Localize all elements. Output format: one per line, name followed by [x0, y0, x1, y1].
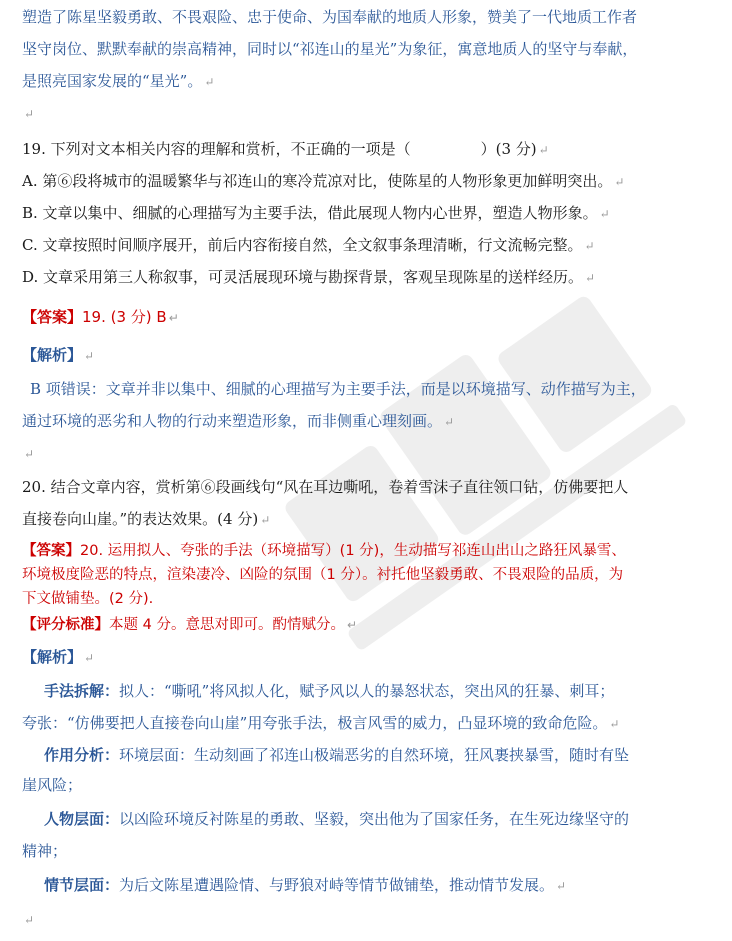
- q20-answer-line-1: 【答案】20. 运用拟人、夸张的手法（环境描写）(1 分)，生动描写祁连山出山之路狂风暴雪、: [22, 543, 626, 559]
- paragraph-mark: ↵: [24, 107, 35, 121]
- q20-stem-line-2: 直接卷向山崖。”的表达效果。(4 分) ↵: [22, 510, 271, 528]
- q19-analysis-line-1: B 项错误：文章并非以集中、细腻的心理描写为主要手法，而是以环境描写、动作描写为主，: [30, 380, 646, 398]
- q20-analysis-line-4: 崖风险；: [22, 776, 83, 794]
- q20-analysis-line-3: 作用分析：环境层面：生动刻画了祁连山极端恶劣的自然环境，狂风裹挟暴雪，随时有坠: [44, 746, 630, 764]
- q20-analysis-tag: 【解析】 ↵: [22, 648, 95, 666]
- empty-line: ↵: [24, 913, 35, 927]
- empty-line: ↵: [24, 447, 35, 461]
- q20-analysis-line-7: 情节层面：为后文陈星遭遇险情、与野狼对峙等情节做铺垫，推动情节发展。 ↵: [44, 876, 567, 894]
- score-tag: 【评分标准】: [22, 617, 109, 633]
- q19-option-a: A. 第⑥段将城市的温暖繁华与祁连山的寒冷荒凉对比，使陈星的人物形象更加鲜明突出。 ↵: [22, 172, 625, 190]
- q19-option-c: C. 文章按照时间顺序展开，前后内容衔接自然，全文叙事条理清晰，行文流畅完整。 ↵: [22, 236, 595, 254]
- q19-answer: 【答案】19. (3 分) B ↵: [22, 308, 179, 326]
- answer-tag: 【答案】: [22, 308, 83, 326]
- q20-answer-line-3: 下文做铺垫。(2 分).: [22, 591, 154, 607]
- empty-line: [22, 102, 718, 125]
- q19-option-b: B. 文章以集中、细腻的心理描写为主要手法，借此展现人物内心世界，塑造人物形象。 ↵: [22, 204, 610, 222]
- continuation-line-1: 塑造了陈星坚毅勇敢、不畏艰险、忠于使命、为国奉献的地质人形象，赞美了一代地质工作者: [22, 8, 638, 26]
- q20-analysis-line-6: 精神；: [22, 842, 68, 860]
- q19-stem: 19. 下列对文本相关内容的理解和赏析，不正确的一项是（ ）(3 分) ↵: [22, 140, 549, 158]
- q20-stem-line-1: 20. 结合文章内容，赏析第⑥段画线句“风在耳边嘶吼，卷着雪沫子直往领口钻，仿佛要把人: [22, 478, 629, 496]
- q20-score-standard: 【评分标准】本题 4 分。意思对即可。酌情赋分。 ↵: [22, 617, 358, 633]
- q20-analysis-line-5: 人物层面：以凶险环境反衬陈星的勇敢、坚毅，突出他为了国家任务，在生死边缘坚守的: [44, 810, 630, 828]
- answer-tag: 【答案】: [22, 543, 80, 559]
- paragraph-mark: ↵: [204, 75, 215, 89]
- continuation-line-2: 坚守岗位、默默奉献的崇高精神，同时以“祁连山的星光”为象征，寓意地质人的坚守与奉献，: [22, 40, 638, 58]
- q19-analysis-line-2: 通过环境的恶劣和人物的行动来塑造形象，而非侧重心理刻画。 ↵: [22, 412, 455, 430]
- q20-analysis-line-1: 手法拆解：拟人：“嘶吼”将风拟人化，赋予风以人的暴怒状态，突出风的狂暴、刺耳；: [44, 682, 615, 700]
- q20-analysis-line-2: 夸张：“仿佛要把人直接卷向山崖”用夸张手法，极言风雪的威力，凸显环境的致命危险。 ↵: [22, 714, 620, 732]
- q19-option-d: D. 文章采用第三人称叙事，可灵活展现环境与勘探背景，客观呈现陈星的送样经历。 ↵: [22, 268, 596, 286]
- q20-answer-line-2: 环境极度险恶的特点，渲染凄冷、凶险的氛围（1 分）。衬托他坚毅勇敢、不畏艰险的品质，为: [22, 567, 624, 583]
- continuation-line-3: 是照亮国家发展的“星光”。 ↵: [22, 72, 215, 90]
- q19-analysis-tag: 【解析】 ↵: [22, 346, 95, 364]
